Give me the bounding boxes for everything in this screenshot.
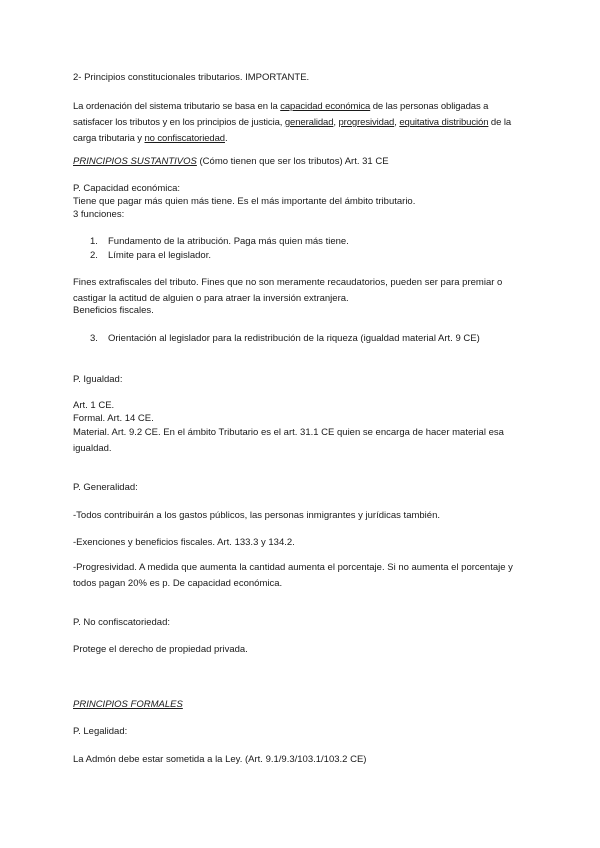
intro-paragraph: La ordenación del sistema tributario se basa en la capacidad económica de las personas obligadas a satisfacer los tributos y en los principios de justicia, generalidad, progresividad, equitativa distribución de la carga tributaria y no confiscatoriedad. (73, 101, 512, 144)
legalidad-title: P. Legalidad: (73, 726, 128, 737)
igualdad-formal: Formal. Art. 14 CE. (73, 413, 154, 424)
list-item: 2. Límite para el legislador. (90, 250, 211, 261)
list-item: 3. Orientación al legislador para la redistribución de la riqueza (igualdad material Art. 9 CE) (90, 333, 480, 344)
capacidad-line2: 3 funciones: (73, 209, 125, 220)
formales-title: PRINCIPIOS FORMALES (73, 699, 183, 710)
list-item: 1. Fundamento de la atribución. Paga más quien más tiene. (90, 236, 349, 247)
capacidad-title: P. Capacidad económica: (73, 183, 181, 194)
fines-paragraph: Fines extrafiscales del tributo. Fines que no son meramente recaudatorios, pueden ser para premiar o castigar la actitud de alguien o para atraer la inversión extranjera. (73, 277, 503, 304)
generalidad-p1: -Todos contribuirán a los gastos públicos, las personas inmigrantes y jurídicas también. (73, 510, 440, 521)
term-capacidad: capacidad económica (280, 101, 371, 112)
sustantivos-heading: PRINCIPIOS SUSTANTIVOS (Cómo tienen que ser los tributos) Art. 31 CE (73, 156, 389, 167)
generalidad-p2: -Exenciones y beneficios fiscales. Art. 133.3 y 134.2. (73, 537, 295, 548)
beneficios-line: Beneficios fiscales. (73, 305, 154, 316)
term-no-confiscatoriedad: no confiscatoriedad (144, 133, 225, 144)
term-equitativa: equitativa distribución (399, 117, 489, 128)
igualdad-art1: Art. 1 CE. (73, 400, 115, 411)
term-progresividad: progresividad (338, 117, 395, 128)
section-heading: 2- Principios constitucionales tributarios. IMPORTANTE. (73, 72, 310, 83)
generalidad-p3: -Progresividad. A medida que aumenta la cantidad aumenta el porcentaje. Si no aumenta el porcentaje y todos pagan 20% es p. De capacidad económica. (73, 562, 513, 589)
generalidad-title: P. Generalidad: (73, 482, 138, 493)
igualdad-material: Material. Art. 9.2 CE. En el ámbito Tributario es el art. 31.1 CE quien se encarga de hacer material esa igualdad. (73, 427, 504, 454)
igualdad-title: P. Igualdad: (73, 374, 123, 385)
no-confiscatoriedad-text: Protege el derecho de propiedad privada. (73, 644, 248, 655)
legalidad-text: La Admón debe estar sometida a la Ley. (Art. 9.1/9.3/103.1/103.2 CE) (73, 754, 367, 765)
capacidad-line1: Tiene que pagar más quien más tiene. Es el más importante del ámbito tributario. (73, 196, 416, 207)
term-generalidad: generalidad (284, 117, 334, 128)
no-confiscatoriedad-title: P. No confiscatoriedad: (73, 617, 170, 628)
sustantivos-title: PRINCIPIOS SUSTANTIVOS (73, 156, 197, 167)
